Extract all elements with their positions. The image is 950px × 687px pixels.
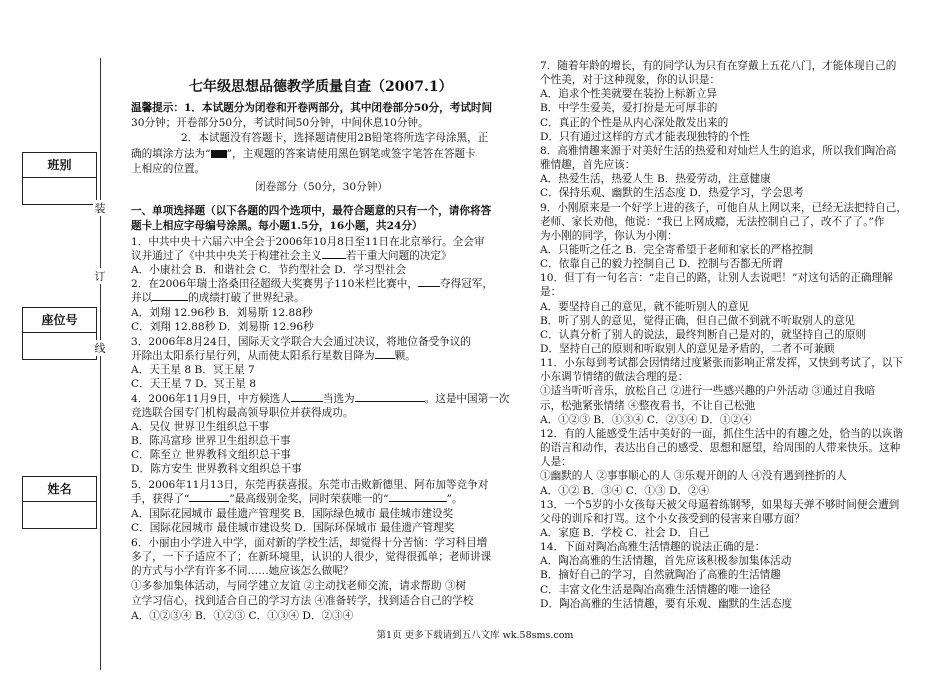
option-line: B．陈冯富珍 世界卫生组织总干事 (131, 435, 291, 447)
question-line: 2．在2006年瑞士洛桑田径超级大奖赛男子110米栏比赛中， 夺得冠军， (131, 278, 493, 290)
right-question-line: A．家庭 B．学校 C．社会 D．自己 (540, 526, 710, 539)
class-field[interactable] (23, 178, 96, 204)
right-question-line: B．听了别人的意见，觉得正确，但自己做不到就不听取别人的意见 (540, 314, 856, 327)
option-line: C．国际花园城市 最佳城市建设奖 D．国际环保城市 最佳遗产管理奖 (131, 522, 455, 534)
right-question-line: 雅情趣，首先应该： (540, 159, 636, 172)
question-line: 4．2006年11月9日，中方候选人 当选为 。这是中国第一次 (131, 393, 510, 405)
question-line: 5．2006年11月13日，东莞再获喜报。东莞市击败新德里、阿布加等竞争对 (131, 479, 489, 491)
seat-box (22, 307, 97, 360)
binding-word-3: 线 (94, 342, 106, 355)
notice-line: 上相应的位置。 (131, 163, 206, 175)
notice-line: 30分钟；开卷部分50分，考试时间50分钟，中间休息10分钟。 (131, 117, 429, 129)
question-line: 竞选联合国专门机构最高领导职位并获得成功。 (131, 407, 354, 419)
right-question-line: D．陶冶高雅的生活情趣，要有乐观、幽默的生活态度 (540, 597, 793, 610)
right-question-line: A．陶冶高雅的生活情趣，首先应该积极参加集体活动 (540, 555, 792, 568)
right-question-line: 是： (540, 286, 562, 299)
right-question-line: 9．小刚原来是一个好学上进的孩子，可他自从上网以来，已经无法把持自己， (540, 201, 907, 214)
class-box (22, 152, 97, 205)
notice-line: 温馨提示：1．本试题分为闭卷和开卷两部分，其中闭卷部分50分，考试时间 (131, 102, 493, 114)
right-question-line: D．只有通过这样的方式才能表现独特的个性 (540, 130, 750, 143)
option-line: C．刘翔 12.88秒 D．刘易斯 12.96秒 (131, 321, 314, 333)
option-line: A．天王星 8 B．冥王星 7 (131, 364, 255, 376)
binding-word-2: 订 (94, 270, 106, 283)
question-line: 手，获得了“ ”最高级别金奖，同时荣获唯一的“ ”。 (131, 493, 463, 505)
right-question-line: B．中学生爱美，爱打扮是无可厚非的 (540, 102, 718, 115)
question-line: 6．小丽由小学进入中学，面对新的学校生活，却觉得十分苦恼：学习科目增 (131, 537, 488, 549)
right-question-line: ①适当听听音乐，放松自己 ②进行一些感兴趣的户外活动 ③通过自我暗 (540, 385, 876, 398)
right-question-line: 11．小东每到考试都会因情绪过度紧张而影响正常发挥，又快到考试了，以下 (540, 357, 904, 370)
question-line: 多了，一下子适应不了；在新环境里，认识的人很少，觉得很孤单；老师讲课 (131, 551, 492, 563)
notice-line: 2．本试题没有答题卡，选择题请使用2B铅笔将所选字母涂黑，正 (181, 132, 489, 144)
question-line: 议并通过了《中共中央关于构建社会主义 若干重大问题的决定》 (131, 250, 452, 262)
right-question-line: A．只能听之任之 B．完全寄希望于老师和家长的严格控制 (540, 243, 814, 256)
binding-line (100, 58, 101, 670)
right-question-line: 7．随着年龄的增长，有的同学认为只有在穿戴上五花八门，才能体现自己的 (540, 60, 897, 72)
right-question-line: ①幽默的人 ②事事顺心的人 ③乐观开朗的人 ④没有遇到挫折的人 (540, 470, 847, 483)
right-question-line: A．追求个性美就要在装扮上标新立异 (540, 88, 718, 101)
option-line: A．国际花园城市 最佳遗产管理奖 B．国际绿色城市 最佳城市建设奖 (131, 508, 454, 520)
notice-line: 确的填涂方法为“ ”，主观题的答案请使用黑色钢笔或签字笔答在答题卡 (131, 148, 476, 160)
section-title: 一、单项选择题（以下各题的四个选项中，最符合题意的只有一个，请你将答 (131, 205, 492, 217)
right-question-line: 个性美，对于这种现象，你的认识是： (540, 74, 721, 87)
name-box (22, 476, 97, 529)
right-question-line: A．热爱生活，热爱人生 B．热爱劳动，注意健康 (540, 173, 771, 186)
right-question-line: C．真正的个性是从内心深处散发出来的 (540, 116, 729, 129)
right-question-line: B．摘好自己的学习，自然就陶冶了高雅的生活情趣 (540, 569, 781, 582)
option-line: ①多参加集体活动，与同学建立友谊 ②主动找老师交流，请求帮助 ③树 (131, 580, 467, 592)
right-question-line: 10．但丁有一句名言：“走自己的路，让别人去说吧！”对这句话的正确理解 (540, 272, 893, 285)
filled-answer-icon (211, 150, 227, 158)
option-line: A．①②③④ B．①②③ C．①③④ D．②③④ (131, 610, 354, 622)
name-label: 姓名 (23, 477, 96, 502)
page-footer: 第1页 更多下载请到五八文库 wk.58sms.com (376, 630, 574, 641)
option-line: C．陈至立 世界教科文组织总干事 (131, 449, 291, 461)
right-question-line: A．要坚持自己的意见，就不能听别人的意见 (540, 300, 749, 313)
seat-field[interactable] (23, 333, 96, 359)
right-question-line: C．依靠自己的毅力控制自己 D．控制与否都无所谓 (540, 258, 783, 271)
right-question-line: 12．有的人能感受生活中美好的一面，抓住生活中的有趣之处，恰当的以诙谐 (540, 427, 904, 440)
right-question-line: 老师、家长劝他，他说：“我已上网成瘾，无法控制自己了，改不了了。”作 (540, 215, 885, 228)
part-title: 闭卷部分（50分，30分钟） (255, 181, 388, 193)
right-question-line: 14．下面对陶冶高雅生活情趣的说法正确的是： (540, 541, 766, 554)
right-question-line: 的语言和动作，表达出自己的感受、思想和愿望，给周围的人带来快乐。这种 (540, 442, 901, 455)
right-question-line: 13．一个5岁的小女孩每天被父母逼着练钢琴，如果每天弹不够时间便会遭到 (540, 498, 900, 511)
right-question-line: A．①② B．③④ C．①③ D．②④ (540, 484, 710, 497)
right-question-line: 8．高雅情趣来源于对美好生活的热爱和对灿烂人生的追求，所以我们陶冶高 (540, 144, 897, 157)
section-title: 题卡上相应字母编号涂黑。每小题1.5分，16小题，共24分） (131, 220, 423, 232)
question-line: 的方式与小学有许多不同……她应该怎么做呢？ (131, 565, 354, 577)
class-label: 班别 (23, 153, 96, 178)
right-question-line: A．①②③ B．①③④ C．②③④ D．①②④ (540, 413, 752, 426)
right-question-line: C．认真分析了别人的说法，最终判断自己是对的，就坚持自己的原则 (540, 328, 866, 341)
seat-label: 座位号 (23, 308, 96, 333)
page-title: 七年级思想品德教学质量自查（2007.1） (189, 79, 453, 95)
option-line: A．刘翔 12.96秒 B．刘易斯 12.88秒 (131, 307, 313, 319)
question-line: 开除出太阳系行星行列，从而使太阳系行星数目降为 颗。 (131, 350, 416, 362)
option-line: A．吴仪 世界卫生组织总干事 (131, 421, 270, 433)
option-line: C．天王星 7 D．冥王星 8 (131, 378, 256, 390)
right-question-line: 为小刚的同学，你认为小刚： (540, 229, 678, 242)
option-line: 立学习信心，找到适合自己的学习方法 ④准备转学，找到适合自己的学校 (131, 595, 474, 607)
right-question-line: 小东调节情绪的做法合理的是： (540, 371, 689, 384)
name-field[interactable] (23, 502, 96, 528)
right-question-line: C．保持乐观、幽默的生活态度 D．热爱学习，学会思考 (540, 187, 804, 200)
right-question-line: 示，松弛紧张情绪 ④整夜看书，不让自己松弛 (540, 399, 756, 412)
binding-word-1: 装 (94, 202, 106, 215)
question-line: 1．中共中央十六届六中全会于2006年10月8日至11日在北京举行。全会审 (131, 236, 485, 248)
option-line: A．小康社会 B．和谐社会 C．节约型社会 D．学习型社会 (131, 264, 407, 276)
right-question-line: D．坚持自己的原则和听取别人的意见是矛盾的，二者不可兼顾 (540, 343, 835, 355)
right-question-line: 人是： (540, 456, 572, 469)
question-line: 3．2006年8月24日，国际天文学联合大会通过决议，将地位备受争议的 (131, 336, 471, 348)
question-line: 并以 的成绩打破了世界纪录。 (131, 292, 305, 304)
option-line: D．陈方安生 世界教科文组织总干事 (131, 463, 302, 475)
right-question-line: C．丰富文化生活是陶冶高雅生活情趣的唯一途径 (540, 583, 771, 596)
right-question-line: 父母的训斥和打骂。这个小女孩受到的侵害来自哪方面？ (540, 512, 805, 525)
